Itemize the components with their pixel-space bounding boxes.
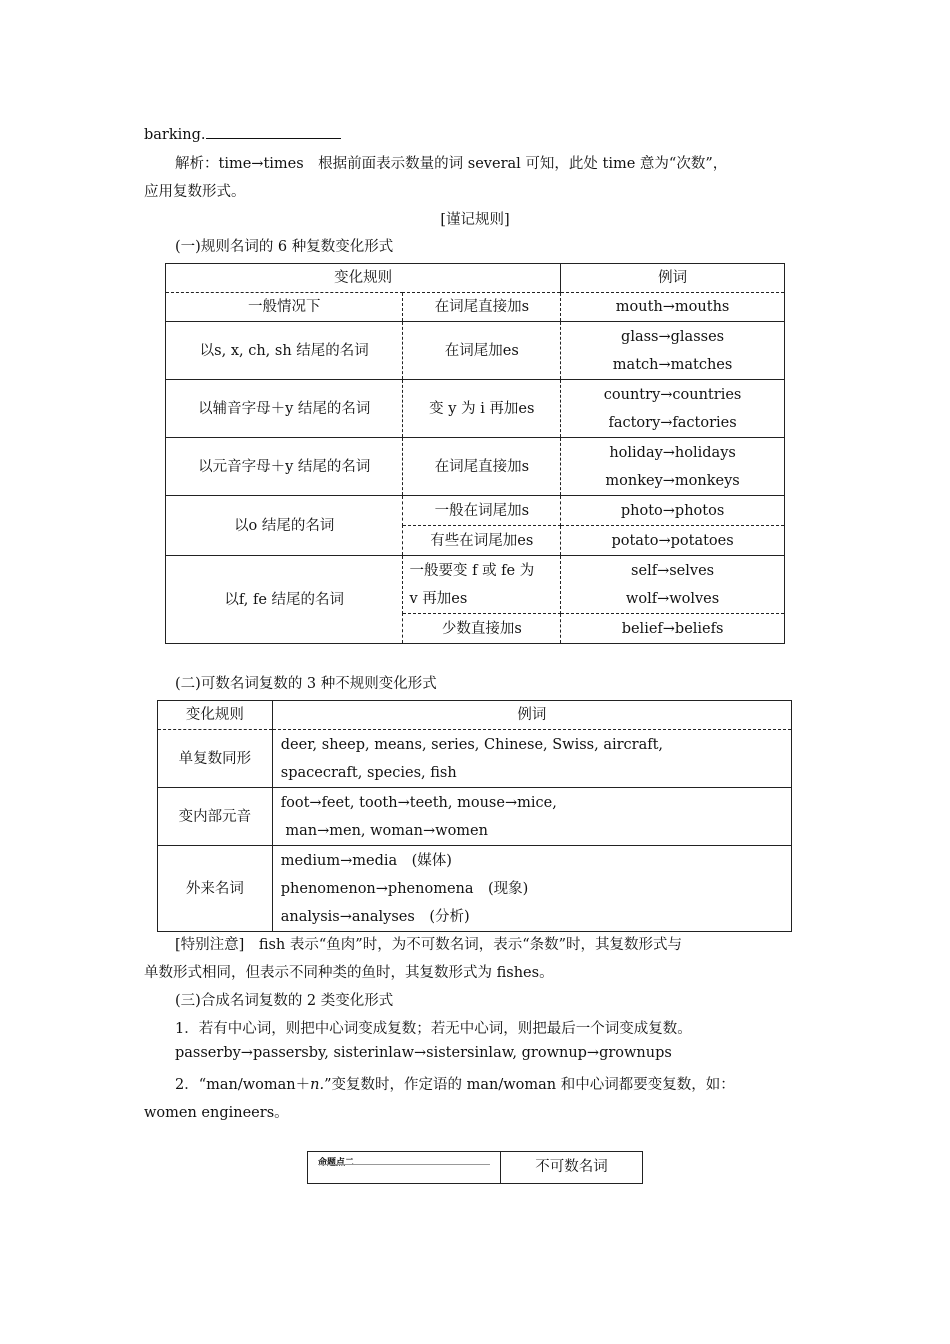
example-word: self→selves — [631, 562, 715, 579]
rule-text: v 再加es — [409, 590, 468, 607]
example-word: holiday→holidays — [609, 444, 736, 461]
table-cell: 一般在词尾加s — [403, 496, 561, 526]
tag-divider — [318, 1164, 490, 1165]
example-word: monkey→monkeys — [605, 472, 740, 489]
table-cell: 变 y 为 i 再加es — [403, 380, 561, 438]
table-cell — [272, 730, 791, 788]
topic-title: 不可数名词 — [535, 1159, 608, 1175]
analysis-line-2: 应用复数形式。 — [144, 184, 246, 200]
compound-examples: passerby→passersby, sisterinlaw→sistersinlaw, grownup→grownups — [175, 1045, 672, 1061]
answer-line — [144, 124, 341, 143]
regular-plural-table — [165, 263, 785, 644]
table-cell: photo→photos — [561, 496, 785, 526]
irregular-plural-table — [157, 700, 792, 932]
analysis-line-1: 解析：time→times 根据前面表示数量的词 several 可知，此处 time 意为“次数”， — [175, 156, 728, 172]
compound-heading: (三)合成名词复数的 2 类变化形式 — [175, 993, 394, 1009]
table-cell: potato→potatoes — [561, 526, 785, 556]
example-word: factory→factories — [608, 414, 737, 431]
example-word: wolf→wolves — [625, 590, 720, 607]
table2-heading: (二)可数名词复数的 3 种不规则变化形式 — [175, 676, 437, 692]
table-cell: 有些在词尾加es — [403, 526, 561, 556]
note-line-1: [特别注意] fish 表示“鱼肉”时，为不可数名词，表示“条数”时，其复数形式与 — [175, 937, 683, 953]
example-line: man→men, woman→women — [280, 822, 488, 839]
table-cell — [272, 788, 791, 846]
table-cell — [561, 380, 785, 438]
table-cell: 单复数同形 — [158, 730, 273, 788]
table-cell — [561, 556, 785, 614]
barking-text: barking. — [144, 127, 206, 143]
example-line: spacecraft, species, fish — [280, 764, 457, 781]
table-cell: 以辅音字母＋y 结尾的名词 — [166, 380, 403, 438]
table1-heading: (一)规则名词的 6 种复数变化形式 — [175, 239, 394, 255]
compound-item-2-line2: women engineers。 — [144, 1105, 289, 1121]
table-cell: 以元音字母＋y 结尾的名词 — [166, 438, 403, 496]
table-cell: 外来名词 — [158, 846, 273, 932]
table-cell: 以f, fe 结尾的名词 — [166, 556, 403, 644]
table-cell: 在词尾直接加s — [403, 293, 561, 322]
compound-item-1: 1．若有中心词，则把中心词变成复数；若无中心词，则把最后一个词变成复数。 — [175, 1021, 692, 1037]
col-header-example: 例词 — [561, 264, 785, 293]
table-cell: 在词尾加es — [403, 322, 561, 380]
col-header-example: 例词 — [272, 701, 791, 730]
section-title: [谨记规则] — [440, 212, 510, 228]
example-word: match→matches — [612, 356, 733, 373]
table-cell: 一般情况下 — [166, 293, 403, 322]
table-cell: mouth→mouths — [561, 293, 785, 322]
example-line: deer, sheep, means, series, Chinese, Swiss, aircraft, — [280, 736, 664, 753]
item2-n: n. — [310, 1077, 325, 1093]
table-cell: 变内部元音 — [158, 788, 273, 846]
example-line: foot→feet, tooth→teeth, mouse→mice, — [280, 794, 557, 811]
topic-tag: 命题点二 — [318, 1158, 355, 1168]
table-cell: 在词尾直接加s — [403, 438, 561, 496]
table-cell: 以s, x, ch, sh 结尾的名词 — [166, 322, 403, 380]
compound-item-2 — [175, 1073, 735, 1094]
table-cell: 以o 结尾的名词 — [166, 496, 403, 556]
table-cell — [561, 322, 785, 380]
example-word: country→countries — [603, 386, 742, 403]
col-header-rule: 变化规则 — [158, 701, 273, 730]
table-cell — [272, 846, 791, 932]
item2-post: ”变复数时，作定语的 man/woman 和中心词都要变复数，如： — [324, 1077, 735, 1093]
example-line: analysis→analyses (分析) — [280, 908, 470, 925]
answer-blank — [206, 124, 341, 139]
col-header-rule: 变化规则 — [166, 264, 561, 293]
table-cell: 少数直接加s — [403, 614, 561, 644]
table-cell — [561, 438, 785, 496]
table-cell: belief→beliefs — [621, 620, 724, 637]
item2-pre: 2．“man/woman＋ — [175, 1077, 311, 1093]
example-line: phenomenon→phenomena (现象) — [280, 880, 529, 897]
topic-box — [307, 1151, 643, 1184]
note-line-2: 单数形式相同，但表示不同种类的鱼时，其复数形式为 fishes。 — [144, 965, 554, 981]
table-cell — [403, 556, 561, 614]
topic-box-left — [308, 1152, 501, 1183]
example-word: glass→glasses — [621, 328, 725, 345]
example-line: medium→media (媒体) — [280, 852, 452, 869]
rule-text: 一般要变 f 或 fe 为 — [409, 562, 535, 579]
